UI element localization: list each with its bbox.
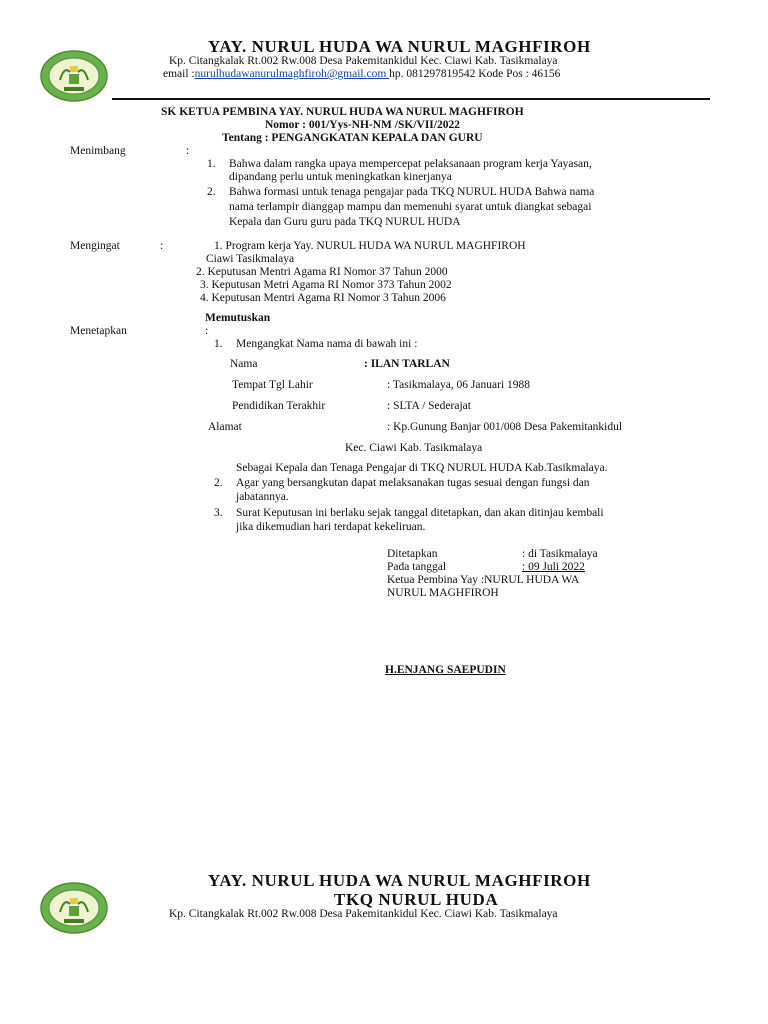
birth-value: : Tasikmalaya, 06 Januari 1988 (387, 379, 531, 391)
decree-number: Nomor : 001/Yys-NH-NM /SK/VII/2022 (265, 119, 460, 131)
footer-address: Kp. Citangkalak Rt.002 Rw.008 Desa Pakemitankidul Kec. Ciawi Kab. Tasikmalaya (169, 908, 558, 920)
email-label: email : (163, 68, 195, 80)
menimbang-label: Menimbang (70, 145, 126, 157)
footer-subtitle: TKQ NURUL HUDA (334, 890, 499, 909)
memutuskan-item-2-line-1: Agar yang bersangkutan dapat melaksanakan tugas sesuai dengan fungsi dan (236, 477, 590, 489)
memutuskan-item-3-num: 3. (214, 507, 223, 519)
memutuskan-item-3-line-2: jika dikemudian hari terdapat kekeliruan. (236, 521, 426, 533)
signer-role-line-2: NURUL MAGHFIROH (387, 587, 499, 599)
phone-postal: hp. 081297819542 Kode Pos : 46156 (389, 68, 561, 80)
menimbang-colon: : (186, 145, 190, 157)
menimbang-item-1-line-1: Bahwa dalam rangka upaya mempercepat pelaksanaan program kerja Yayasan, (229, 158, 592, 170)
menimbang-item-2-num: 2. (207, 186, 216, 198)
education-value: : SLTA / Sederajat (387, 400, 471, 412)
address-value: : Kp.Gunung Banjar 001/008 Desa Pakemitankidul (387, 421, 623, 433)
address-value-cont: Kec. Ciawi Kab. Tasikmalaya (345, 442, 483, 454)
date-row (387, 561, 585, 573)
place-label: Ditetapkan (387, 548, 438, 560)
memutuskan-item-2-line-2: jabatannya. (236, 491, 289, 503)
date-value: : 09 Juli 2022 (522, 561, 585, 573)
menetapkan-label: Menetapkan (70, 325, 127, 337)
menetapkan-colon: : (205, 325, 209, 337)
memutuskan-item-1-num: 1. (214, 338, 223, 350)
date-label: Pada tanggal (387, 561, 447, 573)
birth-label: Tempat Tgl Lahir (232, 379, 313, 391)
menimbang-item-2-line-3: Kepala dan Guru guru pada TKQ NURUL HUDA (229, 216, 461, 228)
footer-title: YAY. NURUL HUDA WA NURUL MAGHFIROH (208, 871, 591, 890)
address-label: Alamat (208, 421, 242, 433)
assignment-text: Sebagai Kepala dan Tenaga Pengajar di TKQ NURUL HUDA Kab.Tasikmalaya. (236, 462, 608, 474)
header-divider (112, 98, 710, 100)
memutuskan-item-3-line-1: Surat Keputusan ini berlaku sejak tanggal ditetapkan, dan akan ditinjau kembali (236, 507, 604, 519)
decree-title: SK KETUA PEMBINA YAY. NURUL HUDA WA NURUL MAGHFIROH (161, 106, 524, 118)
header-address: Kp. Citangkalak Rt.002 Rw.008 Desa Pakemitankidul Kec. Ciawi Kab. Tasikmalaya (169, 55, 558, 67)
mengingat-item-2: 2. Keputusan Mentri Agama RI Nomor 37 Tahun 2000 (196, 266, 448, 278)
mengingat-item-4: 4. Keputusan Mentri Agama RI Nomor 3 Tahun 2006 (200, 292, 446, 304)
memutuskan-heading: Memutuskan (205, 312, 271, 324)
memutuskan-item-2-num: 2. (214, 477, 223, 489)
signer-name: H.ENJANG SAEPUDIN (385, 664, 506, 676)
menimbang-item-1-line-2: dipandang perlu untuk meningkatkan kinerjanya (229, 171, 452, 183)
mengingat-item-1: 1. Program kerja Yay. NURUL HUDA WA NURUL MAGHFIROH (214, 240, 526, 252)
menimbang-item-1-num: 1. (207, 158, 216, 170)
signer-role-line-1: Ketua Pembina Yay :NURUL HUDA WA (387, 574, 580, 586)
place-value: : di Tasikmalaya (522, 548, 598, 560)
memutuskan-item-1-text: Mengangkat Nama nama di bawah ini : (236, 338, 418, 350)
menimbang-item-2-line-1: Bahwa formasi untuk tenaga pengajar pada TKQ NURUL HUDA Bahwa nama (229, 186, 595, 198)
decree-subject: Tentang : PENGANGKATAN KEPALA DAN GURU (222, 132, 483, 144)
mengingat-label: Mengingat (70, 240, 120, 252)
name-label: Nama (230, 358, 258, 370)
mengingat-item-1-cont: Ciawi Tasikmalaya (206, 253, 295, 265)
mengingat-item-3: 3. Keputusan Metri Agama RI Nomor 373 Tahun 2002 (200, 279, 452, 291)
email-link[interactable]: nurulhudawanurulmaghfiroh@gmail.com (194, 68, 390, 80)
header-title: YAY. NURUL HUDA WA NURUL MAGHFIROH (208, 37, 591, 56)
foundation-logo (40, 50, 108, 102)
header-contact (163, 68, 560, 80)
name-value: : ILAN TARLAN (364, 358, 450, 370)
education-label: Pendidikan Terakhir (232, 400, 326, 412)
footer-logo (40, 882, 108, 934)
mengingat-colon: : (160, 240, 164, 252)
menimbang-item-2-line-2: nama terlampir dianggap mampu dan memenuhi syarat untuk diangkat sebagai (229, 201, 592, 213)
